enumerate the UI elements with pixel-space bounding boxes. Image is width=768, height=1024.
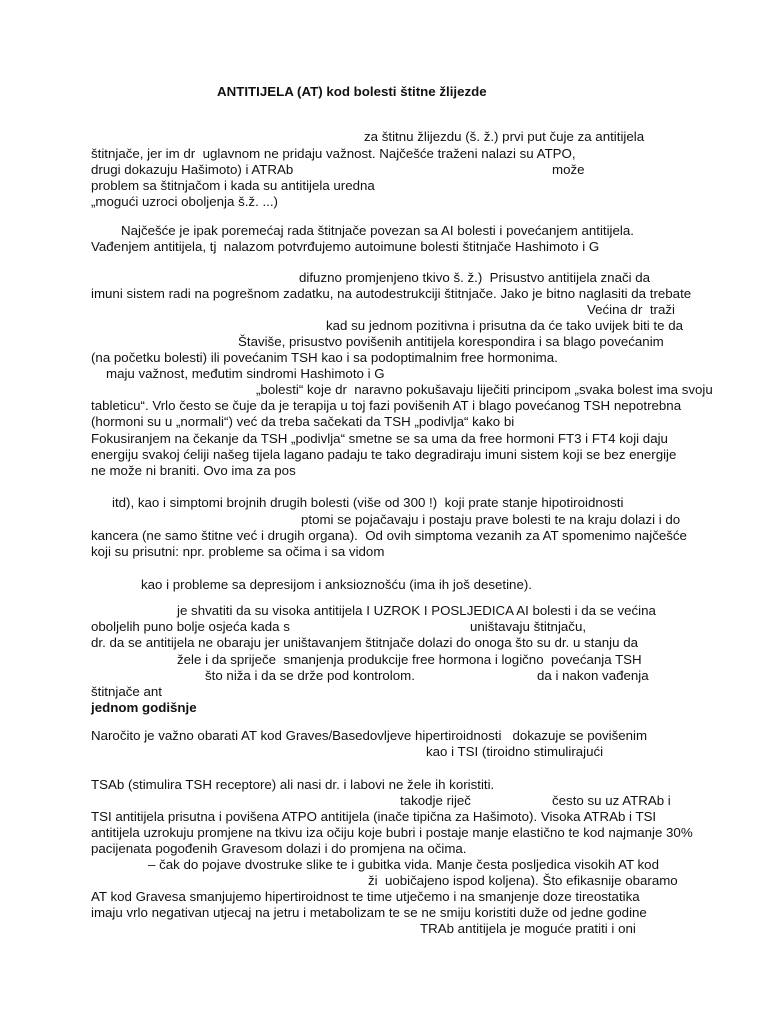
text-line: može — [552, 162, 585, 177]
text-line: TRAb antitijela je moguće pratiti i oni — [420, 921, 636, 936]
text-line: kao i probleme sa depresijom i anksioznošću (ima ih još desetine). — [141, 577, 532, 592]
text-line: „mogući uzroci oboljenja š.ž. ...) — [91, 194, 278, 209]
text-line: Većina dr traži — [587, 302, 675, 317]
text-line: ptomi se pojačavaju i postaju prave bolesti te na kraju dolazi i do — [301, 512, 681, 527]
text-line: antitijela uzrokuju promjene na tkivu iza očiju koje bubri i postaje manje elastično te kod najmanje 30% — [91, 825, 693, 840]
text-line: često su uz ATRAb i — [552, 793, 671, 808]
text-line: žele i da spriječe smanjenja produkcije free hormona i logično povećanja TSH — [177, 652, 642, 667]
text-line: AT kod Gravesa smanjujemo hipertiroidnost te time utječemo i na smanjenje doze tireostatika — [91, 889, 640, 904]
text-line: ne može ni braniti. Ovo ima za pos — [91, 463, 296, 478]
document-title: ANTITIJELA (AT) kod bolesti štitne žlijezde — [217, 84, 487, 99]
text-line: imaju vrlo negativan utjecaj na jetru i metabolizam te se ne smiju koristiti duže od jedne godine — [91, 905, 647, 920]
text-line: difuzno promjenjeno tkivo š. ž.) Prisustvo antitijela znači da — [299, 270, 651, 285]
text-line: maju važnost, međutim sindromi Hashimoto i G — [106, 366, 385, 381]
text-line: imuni sistem radi na pogrešnom zadatku, na autodestrukciji štitnjače. Jako je bitno naglasiti da trebate — [91, 286, 692, 301]
text-line: da i nakon vađenja — [537, 668, 649, 683]
text-line: kao i TSI (tiroidno stimulirajući — [426, 744, 604, 759]
text-line-bold: jednom godišnje — [91, 700, 197, 715]
text-line: štitnjače, jer im dr uglavnom ne pridaju važnost. Najčešće traženi nalazi su ATPO, — [91, 146, 576, 161]
text-line: (na početku bolesti) ili povećanim TSH kao i sa podoptimalnim free hormonima. — [91, 350, 558, 365]
text-line: štitnjače ant — [91, 684, 162, 699]
text-line: za štitnu žlijezdu (š. ž.) prvi put čuje za antitijela — [364, 129, 645, 144]
text-line: Najčešće je ipak poremećaj rada štitnjače povezan sa AI bolesti i povećanjem antitijela. — [121, 223, 634, 238]
text-line: – čak do pojave dvostruke slike te i gubitka vida. Manje česta posljedica visokih AT kod — [148, 857, 659, 872]
text-line: uništavaju štitnjaču, — [470, 619, 587, 634]
text-line: što niža i da se drže pod kontrolom. — [205, 668, 415, 683]
text-line: problem sa štitnjačom i kada su antitijela uredna — [91, 178, 375, 193]
text-line: Vađenjem antitijela, tj nalazom potvrđujemo autoimune bolesti štitnjače Hashimoto i G — [91, 239, 600, 254]
text-line: je shvatiti da su visoka antitijela I UZROK I POSLJEDICA AI bolesti i da se većina — [177, 603, 656, 618]
text-line: tableticu“. Vrlo često se čuje da je terapija u toj fazi povišenih AT i blago povećanog TSH nepotrebna — [91, 398, 682, 413]
text-line: (hormoni su u „normali“) već da treba sačekati da TSH „podivlja“ kako bi — [91, 414, 515, 429]
text-line: drugi dokazuju Hašimoto) i ATRAb — [91, 162, 294, 177]
text-line: TSAb (stimulira TSH receptore) ali nasi dr. i labovi ne žele ih koristiti. — [91, 777, 495, 792]
text-line: kad su jednom pozitivna i prisutna da će tako uvijek biti te da — [326, 318, 684, 333]
text-line: Fokusiranjem na čekanje da TSH „podivlja“ smetne se sa uma da free hormoni FT3 i FT4 koji daju — [91, 431, 668, 446]
text-line: takodje riječ — [400, 793, 471, 808]
text-line: Naročito je važno obarati AT kod Graves/Basedovljeve hipertiroidnosti dokazuje se povišenim — [91, 728, 648, 743]
text-line: „bolesti“ koje dr naravno pokušavaju liječiti principom „svaka bolest ima svoju — [256, 382, 713, 397]
text-line: kancera (ne samo štitne već i drugih organa). Od ovih simptoma vezanih za AT spomenimo najčešće — [91, 528, 687, 543]
text-line: energiju svakoj ćeliji našeg tijela lagano padaju te tako degradiraju imuni sistem koji se bez energije — [91, 447, 677, 462]
text-line: Štaviše, prisustvo povišenih antitijela korespondira i sa blago povećanim — [238, 334, 664, 349]
text-line: oboljelih puno bolje osjeća kada s — [91, 619, 290, 634]
text-line: dr. da se antitijela ne obaraju jer uništavanjem štitnjače dolazi do onoga što su dr. u stanju da — [91, 635, 638, 650]
text-line: ži uobičajeno ispod koljena). Što efikasnije obaramo — [368, 873, 678, 888]
text-line: koji su prisutni: npr. probleme sa očima i sa vidom — [91, 544, 385, 559]
text-line: TSI antitijela prisutna i povišena ATPO antitijela (inače tipična za Hašimoto). Visoka ATRAb i TSI — [91, 809, 657, 824]
text-line: itd), kao i simptomi brojnih drugih bolesti (više od 300 !) koji prate stanje hipotiroidnosti — [112, 495, 624, 510]
text-line: pacijenata pogođenih Gravesom dolazi i do promjena na očima. — [91, 841, 467, 856]
